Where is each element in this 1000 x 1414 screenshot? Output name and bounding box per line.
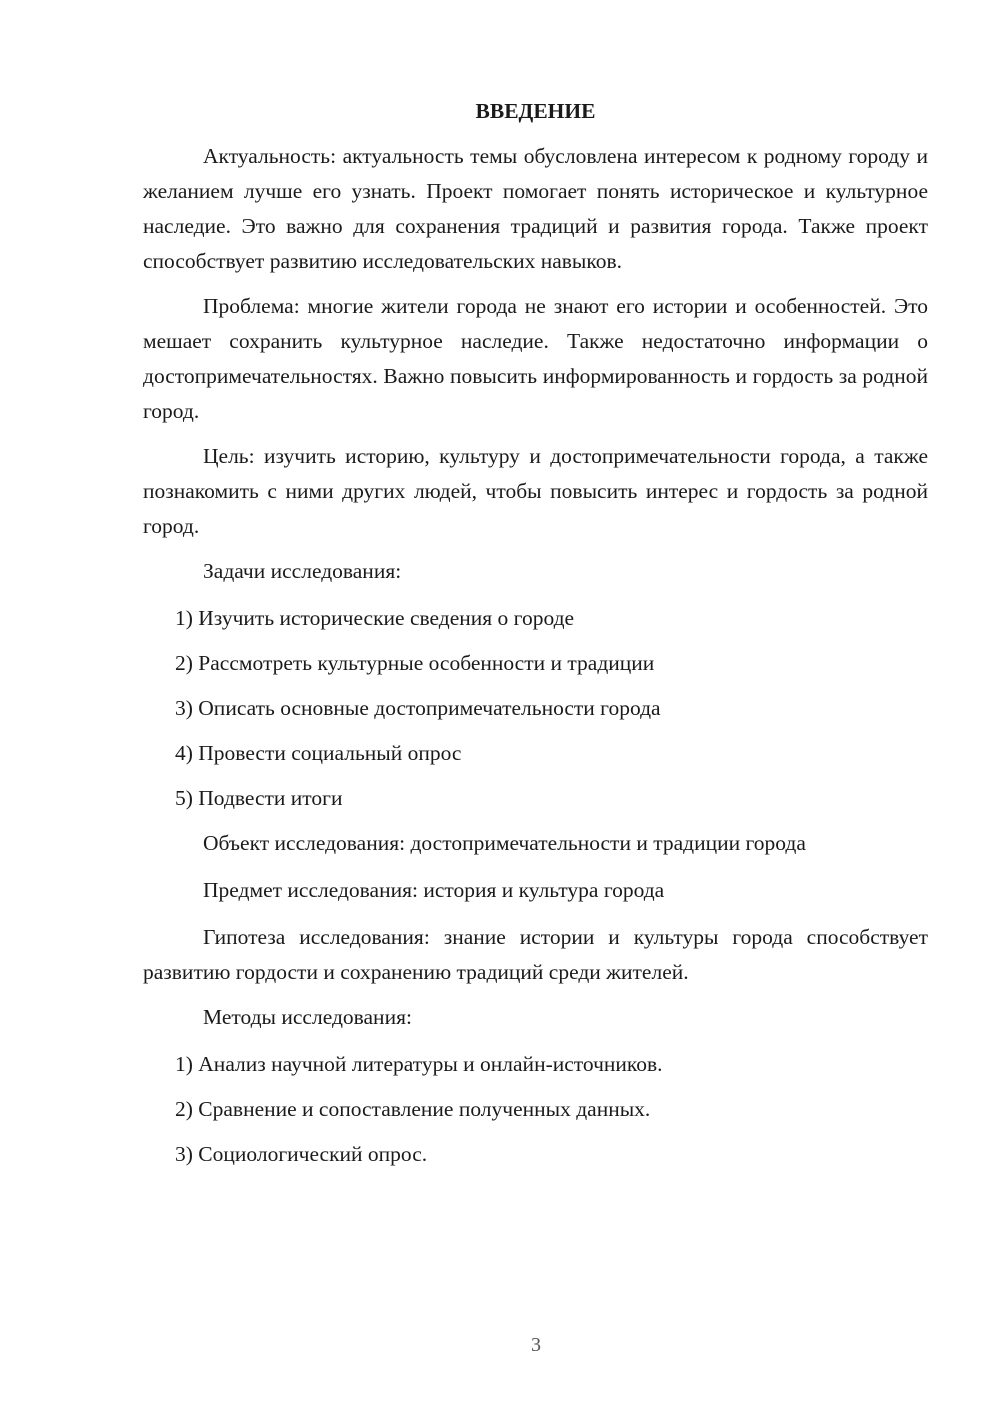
list-item: 5) Подвести итоги: [175, 786, 343, 810]
problem-paragraph: Проблема: многие жители города не знают его истории и особенностей. Это мешает сохранить культурное наследие. Также недостаточно информации о достопримечательностях. Важно повысить информированность и гордость за родной город.: [143, 294, 928, 423]
list-item: 2) Рассмотреть культурные особенности и традиции: [175, 651, 655, 675]
hypothesis-paragraph: Гипотеза исследования: знание истории и культуры города способствует развитию гордости и сохранению традиций среди жителей.: [143, 925, 928, 984]
list-item: 3) Описать основные достопримечательности города: [175, 696, 661, 720]
object-line: Объект исследования: достопримечательности и традиции города: [203, 831, 806, 855]
list-item: 4) Провести социальный опрос: [175, 741, 462, 765]
methods-list: [143, 1047, 928, 1172]
section-title: ВВЕДЕНИЕ: [475, 99, 596, 123]
relevance-paragraph: Актуальность: актуальность темы обусловлена интересом к родному городу и желанием лучше его узнать. Проект помогает понять историческое и культурное наследие. Это важно для сохранения традиций и развития города. Также проект способствует развитию исследовательских навыков.: [143, 144, 928, 273]
list-item: 3) Социологический опрос.: [175, 1142, 428, 1166]
list-item: 1) Анализ научной литературы и онлайн-источников.: [175, 1052, 663, 1076]
methods-heading: Методы исследования:: [203, 1005, 412, 1029]
list-item: 1) Изучить исторические сведения о городе: [175, 606, 575, 630]
subject-line: Предмет исследования: история и культура города: [203, 878, 665, 902]
tasks-list: [143, 601, 928, 816]
document-page: [143, 94, 928, 1182]
tasks-heading: Задачи исследования:: [203, 559, 402, 583]
page-number: 3: [531, 1334, 541, 1356]
goal-paragraph: Цель: изучить историю, культуру и достопримечательности города, а также познакомить с ними других людей, чтобы повысить интерес и гордость за родной город.: [143, 444, 928, 538]
list-item: 2) Сравнение и сопоставление полученных данных.: [175, 1097, 651, 1121]
